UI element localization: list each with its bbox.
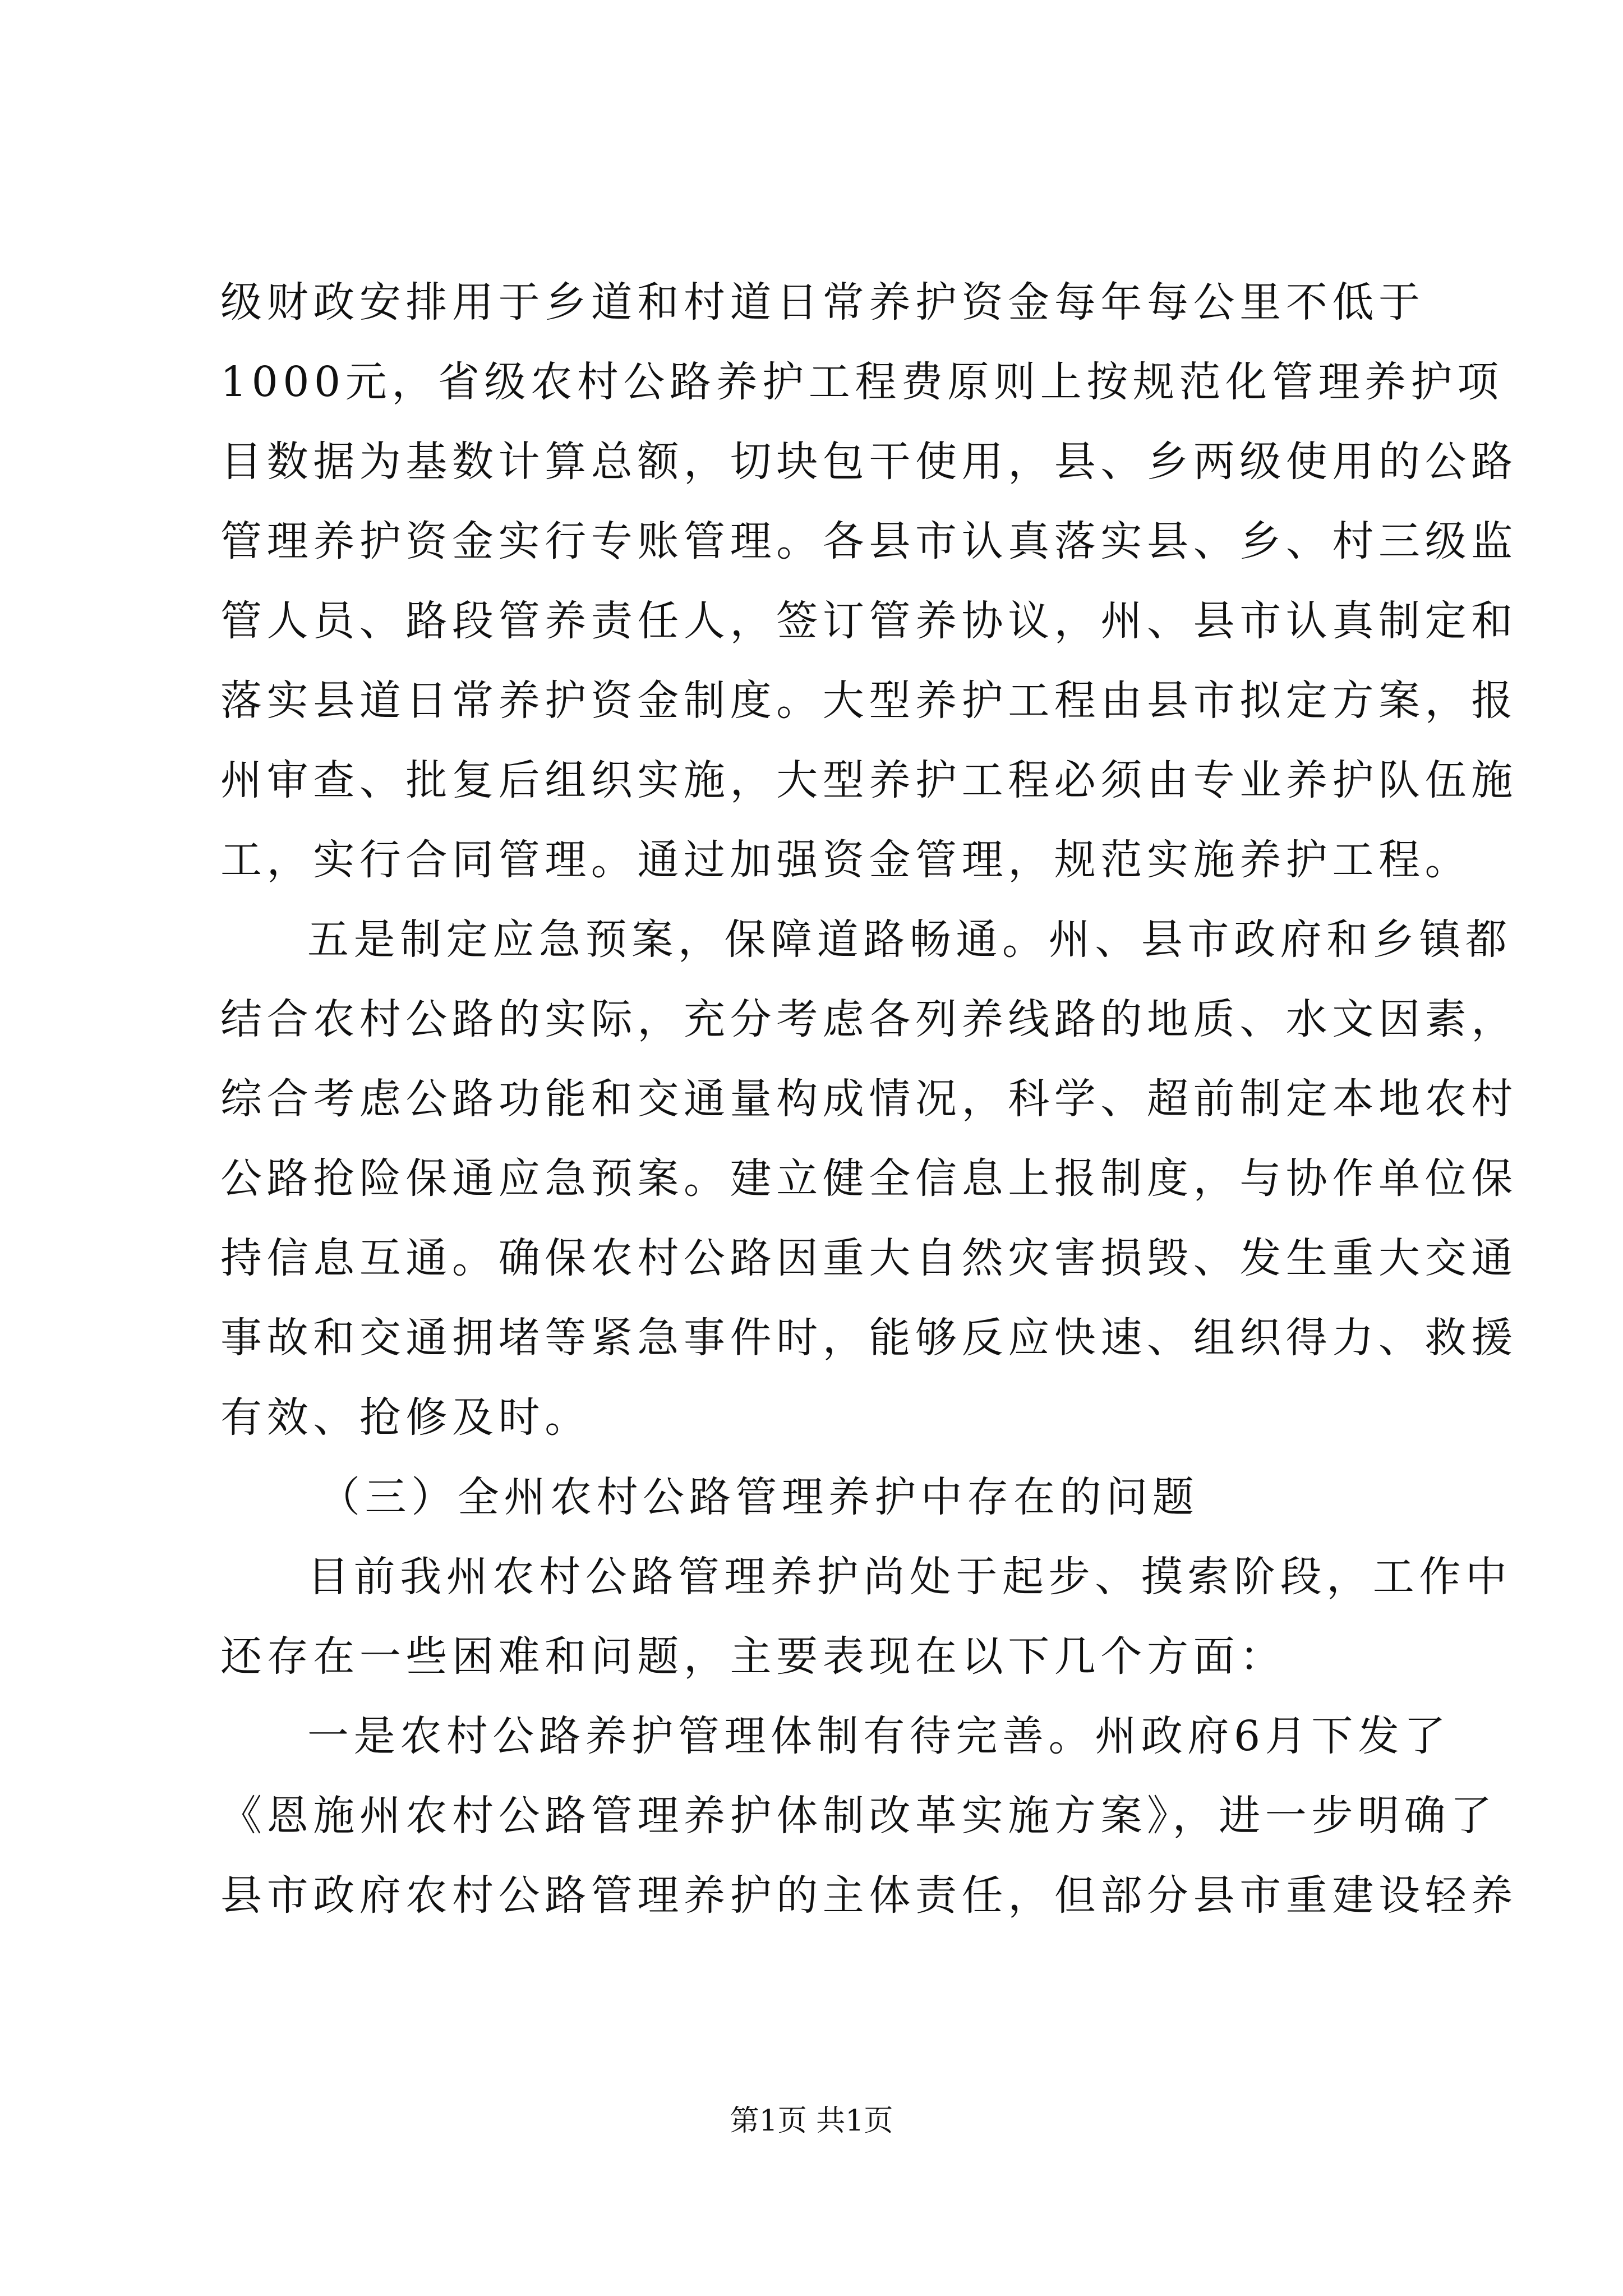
section-heading: （三）全州农村公路管理养护中存在的问题 xyxy=(319,1473,1199,1521)
document-body xyxy=(220,263,1518,1935)
page-number-label: 第1页 共1页 xyxy=(730,2104,893,2138)
body-line: 管人员、路段管养责任人，签订管养协议，州、县市认真制定和 xyxy=(220,597,1518,645)
body-line: 州审查、批复后组织实施，大型养护工程必须由专业养护队伍施 xyxy=(220,756,1518,804)
body-line: 落实县道日常养护资金制度。大型养护工程由县市拟定方案，报 xyxy=(220,677,1518,725)
body-line: 还存在一些困难和问题，主要表现在以下几个方面： xyxy=(220,1632,1286,1681)
paragraph-first-line: 目前我州农村公路管理养护尚处于起步、摸索阶段，工作中 xyxy=(307,1553,1512,1601)
body-line: 综合考虑公路功能和交通量构成情况，科学、超前制定本地农村 xyxy=(220,1075,1518,1123)
body-line: 事故和交通拥堵等紧急事件时，能够反应快速、组织得力、救援 xyxy=(220,1314,1518,1362)
body-line: 1000元，省级农村公路养护工程费原则上按规范化管理养护项 xyxy=(220,358,1504,406)
page-footer xyxy=(0,2099,1623,2143)
body-line: 目数据为基数计算总额，切块包干使用，县、乡两级使用的公路 xyxy=(220,438,1518,486)
body-line: 公路抢险保通应急预案。建立健全信息上报制度，与协作单位保 xyxy=(220,1154,1518,1203)
body-line: 《恩施州农村公路管理养护体制改革实施方案》，进一步明确了 xyxy=(220,1792,1497,1840)
paragraph-first-line: 一是农村公路养护管理体制有待完善。州政府6月下发了 xyxy=(307,1712,1451,1760)
body-line: 管理养护资金实行专账管理。各县市认真落实县、乡、村三级监 xyxy=(220,517,1518,565)
paragraph-first-line: 五是制定应急预案，保障道路畅通。州、县市政府和乡镇都 xyxy=(307,915,1512,964)
body-line: 结合农村公路的实际，充分考虑各列养线路的地质、水文因素， xyxy=(220,995,1518,1043)
body-line: 有效、抢修及时。 xyxy=(220,1393,591,1442)
body-line: 级财政安排用于乡道和村道日常养护资金每年每公里不低于 xyxy=(220,278,1425,326)
body-line: 工，实行合同管理。通过加强资金管理，规范实施养护工程。 xyxy=(220,836,1472,884)
body-line: 县市政府农村公路管理养护的主体责任，但部分县市重建设轻养 xyxy=(220,1871,1518,1920)
body-line: 持信息互通。确保农村公路因重大自然灾害损毁、发生重大交通 xyxy=(220,1234,1518,1282)
